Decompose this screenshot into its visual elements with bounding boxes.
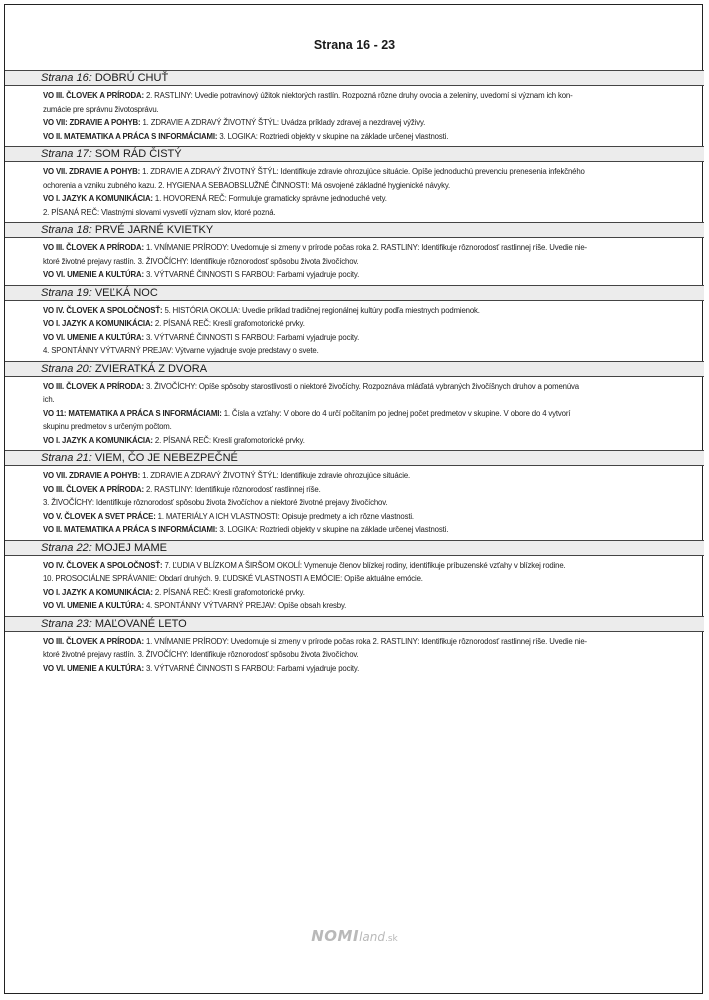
area-label: VO I. JAZYK A KOMUNIKÁCIA: (43, 435, 153, 445)
section-header (5, 616, 704, 632)
section-page-label: Strana 16: (41, 72, 92, 84)
area-label: VO VI. UMENIE A KULTÚRA: (43, 270, 144, 279)
line-text: 1. HOVORENÁ REČ: Formuluje gramaticky správne jednoduché vety. (152, 194, 387, 203)
section-body (5, 86, 704, 146)
area-label: VO I. JAZYK A KOMUNIKÁCIA: (43, 587, 153, 597)
area-label: VO V. ČLOVEK A SVET PRÁCE: (43, 511, 156, 521)
line-text: 1. ZDRAVIE A ZDRAVÝ ŽIVOTNÝ ŠTÝL: Identifikuje zdravie ohrozujúce situácie. Opíše jednoduchú prevenciu prenesenia infekčného (140, 167, 585, 176)
logo-sub: land (359, 930, 385, 944)
line-text: 4. SPONTÁNNY VÝTVARNÝ PREJAV: Výtvarne vyjadruje svoje predstavy o svete. (43, 346, 319, 355)
section (5, 146, 704, 222)
area-label: VO III. ČLOVEK A PRÍRODA: (43, 484, 144, 494)
line-text: 1. ZDRAVIE A ZDRAVÝ ŽIVOTNÝ ŠTÝL: Identifikuje zdravie ohrozujúce situácie. (140, 471, 411, 480)
area-label: VO III. ČLOVEK A PRÍRODA: (43, 91, 144, 100)
section-body (5, 301, 704, 361)
logo-main: NOMI (311, 927, 360, 945)
section-title: MAĽOVANÉ LETO (94, 617, 187, 630)
section-line (43, 469, 664, 483)
section-line (43, 331, 664, 345)
section-header (5, 222, 704, 238)
section-line (43, 116, 664, 130)
section-line (43, 317, 664, 331)
section (5, 540, 704, 616)
section-header (5, 540, 704, 556)
section-line (43, 304, 664, 318)
section (5, 70, 704, 146)
section-line (43, 130, 664, 144)
logo-tld: .sk (384, 934, 398, 944)
publisher-logo (0, 926, 709, 945)
section-line (43, 206, 664, 220)
line-text: skupinu predmetov s určeným počtom. (43, 422, 172, 431)
line-text: 4. SPONTÁNNY VÝTVARNÝ PREJAV: Opíše obsah kresby. (143, 601, 347, 610)
section-title: SOM RÁD ČISTÝ (94, 148, 182, 160)
section-line (43, 510, 664, 524)
area-label: VO II. MATEMATIKA A PRÁCA S INFORMÁCIAMI: (43, 525, 218, 534)
section-line (43, 434, 664, 448)
section-line (43, 635, 664, 649)
area-label: VO III. ČLOVEK A PRÍRODA: (43, 636, 144, 646)
line-text: 3. VÝTVARNÉ ČINNOSTI S FARBOU: Farbami vyjadruje pocity. (143, 270, 360, 279)
section-body (5, 162, 704, 222)
section-line (43, 407, 664, 421)
section-line (43, 393, 664, 407)
line-text: 1. VNÍMANIE PRÍRODY: Uvedomuje si zmeny v prírode počas roka 2. RASTLINY: Identifikuje rôznorodosť rastlinnej ríše. Uvedie nie- (143, 636, 588, 646)
section-body (5, 556, 704, 616)
line-text: 3. VÝTVARNÉ ČINNOSTI S FARBOU: Farbami vyjadruje pocity. (143, 663, 360, 673)
section-line (43, 662, 664, 676)
line-text: 2. RASTLINY: Uvedie potravinový úžitok niektorých rastlín. Rozpozná rôzne druhy ovocia a zeleniny, uvedomí si význam ich kon- (143, 91, 573, 100)
area-label: VO VII. ZDRAVIE A POHYB: (43, 471, 141, 480)
line-text: ochorenia a vzniku zubného kazu. 2. HYGIENA A SEBAOBSLUŽNÉ ČINNOSTI: Má osvojené základné hygienické návyky. (43, 180, 451, 190)
area-label: VO III. ČLOVEK A PRÍRODA: (43, 243, 144, 252)
line-text: ich. (43, 395, 55, 404)
line-text: 1. VNÍMANIE PRÍRODY: Uvedomuje si zmeny v prírode počas roka 2. RASTLINY: Identifikuje rôznorodosť rastlinnej ríše. Uvedie nie- (143, 243, 588, 252)
area-label: VO VII. ZDRAVIE A POHYB: (43, 167, 141, 176)
section-line (43, 103, 664, 117)
section-header (5, 70, 704, 86)
line-text: 7. ĽUDIA V BLÍZKOM A ŠIRŠOM OKOLÍ: Vymenuje členov blízkej rodiny, identifikuje príbuzenské vzťahy v blízkej rodine. (162, 560, 566, 570)
area-label: VO VI. UMENIE A KULTÚRA: (43, 601, 144, 610)
section-title: PRVÉ JARNÉ KVIETKY (94, 224, 214, 236)
section (5, 285, 704, 361)
section-line (43, 268, 664, 282)
section-line (43, 165, 664, 179)
section-title: MOJEJ MAME (94, 541, 167, 554)
section-title: ZVIERATKÁ Z DVORA (94, 362, 208, 375)
section (5, 222, 704, 285)
line-text: 3. LOGIKA: Roztriedi objekty v skupine na základe určenej vlastnosti. (217, 131, 449, 141)
line-text: 5. HISTÓRIA OKOLIA: Uvedie príklad tradičnej regionálnej kultúry podľa miestnych podmienok. (162, 305, 480, 315)
section-header (5, 285, 704, 301)
section (5, 361, 704, 451)
section-title: DOBRÚ CHUŤ (94, 72, 169, 84)
line-text: 3. ŽIVOČÍCHY: Opíše spôsoby starostlivosti o niektoré živočíchy. Rozpoznáva mláďatá vybraných živočíšnych druhov a pomenúva (143, 381, 579, 391)
area-label: VO IV. ČLOVEK A SPOLOČNOSŤ: (43, 305, 163, 315)
section-line (43, 192, 664, 206)
line-text: 2. PÍSANÁ REČ: Kreslí grafomotorické prvky. (152, 319, 305, 328)
section-line (43, 255, 664, 269)
line-text: 3. ŽIVOČÍCHY: Identifikuje rôznorodosť spôsobu života živočíchov a niektoré životné prejavy živočíchov. (43, 498, 388, 507)
section-title: VEĽKÁ NOC (94, 286, 158, 299)
section-header (5, 450, 704, 466)
section-line (43, 572, 664, 586)
page-title: Strana 16 - 23 (313, 38, 396, 52)
section-line (43, 420, 664, 434)
section-line (43, 89, 664, 103)
area-label: VO VII: ZDRAVIE A POHYB: (43, 118, 141, 127)
section-line (43, 559, 664, 573)
section-page-label: Strana 23: (41, 617, 92, 630)
section-line (43, 344, 664, 358)
line-text: 3. LOGIKA: Roztriedi objekty v skupine na základe určenej vlastnosti. (217, 525, 449, 534)
line-text: 1. Čísla a vzťahy: V obore do 4 určí počítaním po jednej počet predmetov v skupine. V obore do 4 vytvorí (221, 408, 571, 418)
section-line (43, 179, 664, 193)
line-text: 2. PÍSANÁ REČ: Kreslí grafomotorické prvky. (152, 587, 305, 597)
section-title: VIEM, ČO JE NEBEZPEČNÉ (94, 452, 238, 464)
line-text: zumácie pre správnu životosprávu. (43, 104, 159, 114)
area-label: VO 11: MATEMATIKA A PRÁCA S INFORMÁCIAMI: (43, 408, 222, 418)
line-text: 2. PÍSANÁ REČ: Kreslí grafomotorické prvky. (152, 435, 305, 445)
line-text: 2. RASTLINY: Identifikuje rôznorodosť rastlinnej ríše. (143, 484, 321, 494)
line-text: 1. ZDRAVIE A ZDRAVÝ ŽIVOTNÝ ŠTÝL: Uvádza príklady zdravej a nezdravej výživy. (140, 118, 426, 127)
section-line (43, 648, 664, 662)
section-line (43, 586, 664, 600)
line-text: 1. MATERIÁLY A ICH VLASTNOSTI: Opisuje predmety a ich rôzne vlastnosti. (155, 511, 414, 521)
section-line (43, 523, 664, 537)
section-line (43, 483, 664, 497)
section-line (43, 241, 664, 255)
area-label: VO I. JAZYK A KOMUNIKÁCIA: (43, 319, 153, 328)
area-label: VO VI. UMENIE A KULTÚRA: (43, 332, 144, 342)
area-label: VO VI. UMENIE A KULTÚRA: (43, 663, 144, 673)
section-header (5, 146, 704, 162)
section-header (5, 361, 704, 377)
area-label: VO I. JAZYK A KOMUNIKÁCIA: (43, 194, 153, 203)
line-text: ktoré životné prejavy rastlín. 3. ŽIVOČÍCHY: Identifikuje rôznorodosť spôsobu života živočíchov. (43, 256, 359, 266)
section-line (43, 599, 664, 613)
section (5, 616, 704, 679)
section-page-label: Strana 19: (41, 286, 92, 299)
section-page-label: Strana 20: (41, 362, 92, 375)
line-text: 2. PÍSANÁ REČ: Vlastnými slovami vysvetlí význam slov, ktoré pozná. (43, 207, 276, 217)
area-label: VO II. MATEMATIKA A PRÁCA S INFORMÁCIAMI: (43, 131, 218, 141)
section-body (5, 466, 704, 540)
section-line (43, 496, 664, 510)
section-page-label: Strana 22: (41, 541, 92, 554)
section-page-label: Strana 17: (41, 148, 92, 160)
area-label: VO III. ČLOVEK A PRÍRODA: (43, 381, 144, 391)
sections-list (5, 70, 704, 678)
area-label: VO IV. ČLOVEK A SPOLOČNOSŤ: (43, 560, 163, 570)
section-page-label: Strana 18: (41, 224, 92, 236)
line-text: 10. PROSOCIÁLNE SPRÁVANIE: Obdarí druhých. 9. ĽUDSKÉ VLASTNOSTI A EMÓCIE: Opíše aktuálne emócie. (43, 574, 423, 583)
section-line (43, 380, 664, 394)
line-text: 3. VÝTVARNÉ ČINNOSTI S FARBOU: Farbami vyjadruje pocity. (143, 332, 360, 342)
section-body (5, 377, 704, 451)
section-page-label: Strana 21: (41, 452, 92, 464)
section-body (5, 238, 704, 285)
section-body (5, 632, 704, 679)
line-text: ktoré životné prejavy rastlín. 3. ŽIVOČÍCHY: Identifikuje rôznorodosť spôsobu života živočíchov. (43, 650, 359, 659)
section (5, 450, 704, 540)
